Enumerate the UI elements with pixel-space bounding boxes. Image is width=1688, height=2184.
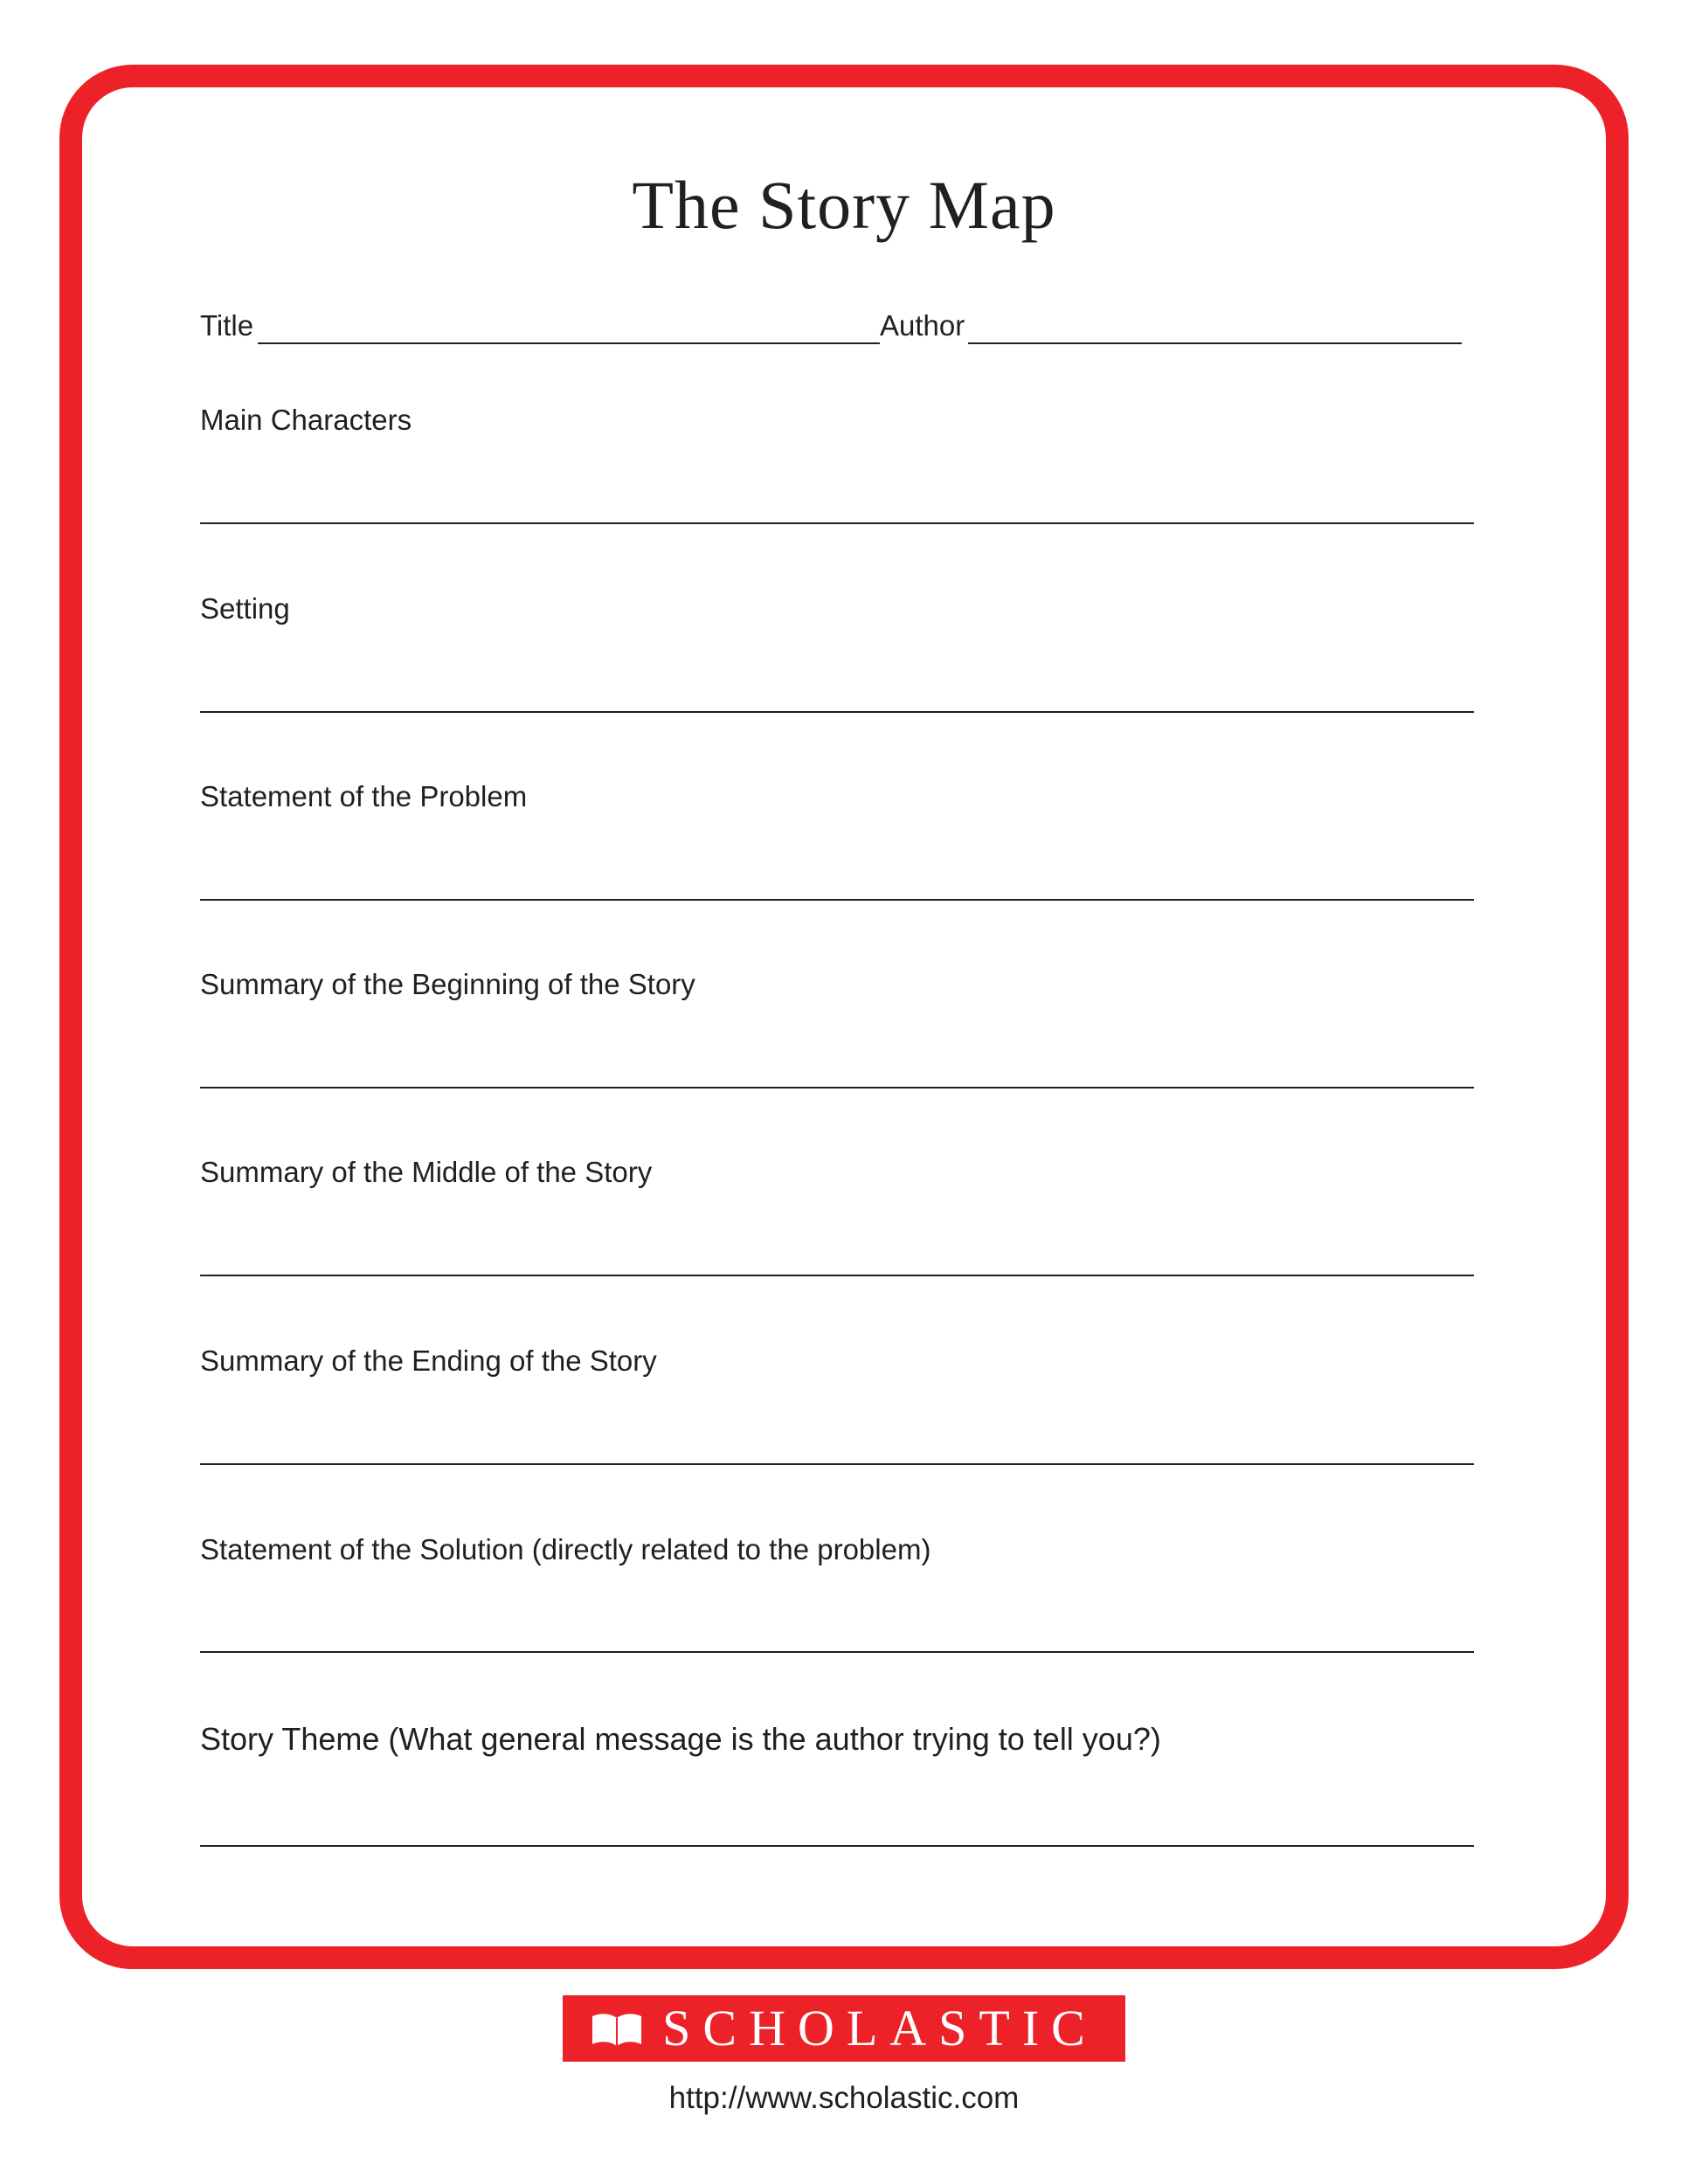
page-title: The Story Map xyxy=(632,167,1056,243)
section-line-main-characters[interactable] xyxy=(200,522,1474,524)
section-label-beginning: Summary of the Beginning of the Story xyxy=(200,968,695,1000)
section-label-setting: Setting xyxy=(200,592,290,625)
title-label: Title xyxy=(200,309,254,342)
open-book-icon xyxy=(591,2009,643,2048)
section-label-main-characters: Main Characters xyxy=(200,404,412,436)
section-line-beginning[interactable] xyxy=(200,1087,1474,1089)
section-line-theme[interactable] xyxy=(200,1845,1474,1847)
section-line-ending[interactable] xyxy=(200,1463,1474,1465)
section-label-ending: Summary of the Ending of the Story xyxy=(200,1344,657,1377)
title-author-row xyxy=(200,309,1476,353)
section-line-problem[interactable] xyxy=(200,899,1474,901)
logo-text: SCHOLASTIC xyxy=(662,2000,1097,2056)
section-label-problem: Statement of the Problem xyxy=(200,780,528,812)
section-line-solution[interactable] xyxy=(200,1651,1474,1653)
author-line[interactable] xyxy=(968,342,1462,344)
section-label-middle: Summary of the Middle of the Story xyxy=(200,1156,653,1188)
section-line-setting[interactable] xyxy=(200,711,1474,713)
scholastic-logo[interactable] xyxy=(563,1995,1125,2062)
footer-url[interactable]: http://www.scholastic.com xyxy=(668,2081,1020,2115)
section-label-solution: Statement of the Solution (directly related to the problem) xyxy=(200,1533,931,1565)
section-label-theme: Story Theme (What general message is the author trying to tell you?) xyxy=(200,1721,1161,1757)
title-line[interactable] xyxy=(258,342,880,344)
author-label: Author xyxy=(880,309,965,342)
section-line-middle[interactable] xyxy=(200,1275,1474,1276)
